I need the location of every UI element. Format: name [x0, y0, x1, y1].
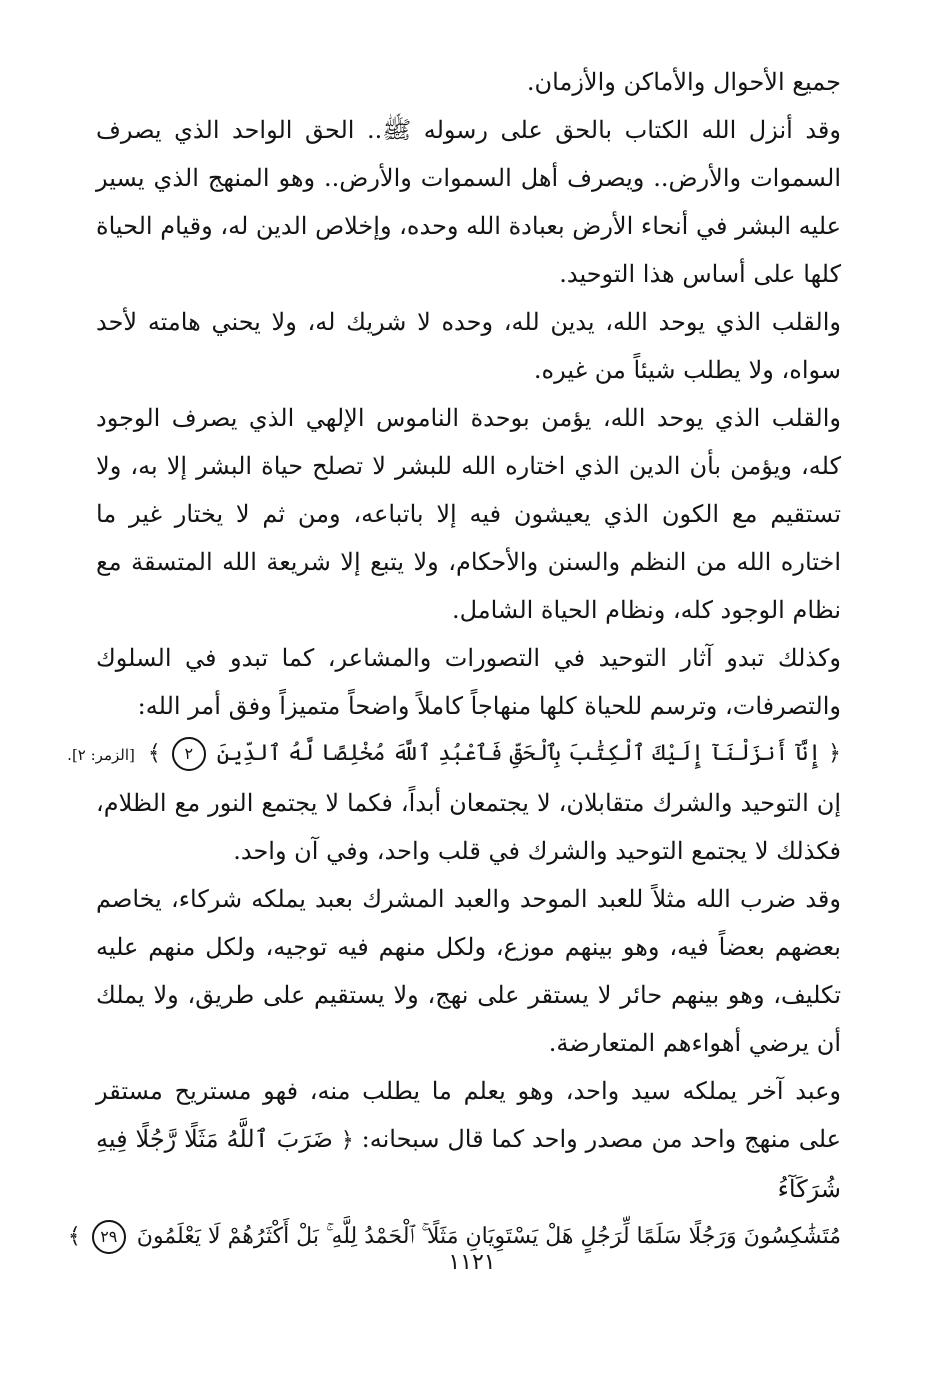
- quran-verse-zumar-2: [67, 730, 841, 779]
- paragraph-1: جميع الأحوال والأماكن والأزمان.: [526, 68, 841, 96]
- paragraph-8-text: وعبد آخر يملكه سيد واحد، وهو يعلم ما يطلب منه، فهو مستريح مستقر على منهج واحد من مصدر واحد كما قال سبحانه:: [96, 1077, 841, 1153]
- quran-verse-text-2: ضَرَبَ ٱللَّهُ مَثَلًا رَّجُلًا فِيهِ شُرَكَآءُ: [96, 1125, 841, 1203]
- verse-number-badge: ٢: [172, 737, 206, 771]
- paragraph-8: [96, 1067, 841, 1213]
- quran-verse-text-2-cont: مُتَشَٰكِسُونَ وَرَجُلًا سَلَمًا لِّرَجُلٍ هَلْ يَسْتَوِيَانِ مَثَلًا ۚ ٱلْحَمْدُ لِلَّهِ ۚ بَلْ أَكْثَرُهُمْ لَا يَعْلَمُونَ: [136, 1224, 841, 1249]
- paragraph-5: وكذلك تبدو آثار التوحيد في التصورات والمشاعر، كما تبدو في السلوك والتصرفات، وترسم للحياة كلها منهاجاً كاملاً واضحاً متميزاً وفق أمر الله:: [96, 644, 841, 720]
- quran-open-bracket-2: ﴿: [340, 1128, 354, 1153]
- paragraph-6: إن التوحيد والشرك متقابلان، لا يجتمعان أبداً، فكما لا يجتمع النور مع الظلام، فكذلك لا يجتمع التوحيد والشرك في قلب واحد، وفي آن واحد.: [96, 789, 841, 865]
- paragraph-2: وقد أنزل الله الكتاب بالحق على رسوله ﷺ.. الحق الواحد الذي يصرف السموات والأرض.. ويصرف أهل السموات والأرض.. وهو المنهج الذي يسير عليه البشر في أنحاء الأرض بعبادة الله وحده، وإخلاص الدين له، وقيام الحياة كلها على أساس هذا التوحيد.: [96, 116, 841, 288]
- paragraph-3: والقلب الذي يوحد الله، يدين لله، وحده لا شريك له، ولا يحني هامته لأحد سواه، ولا يطلب شيئاً من غيره.: [96, 308, 841, 384]
- verse-number-badge-2: ٢٩: [92, 1220, 126, 1254]
- page-number: ١١٢١: [448, 1250, 496, 1275]
- quran-close-bracket-2: ﴾: [67, 1224, 81, 1249]
- verse-citation: [الزمر: ٢].: [67, 746, 135, 764]
- quran-verse-text: إِنَّآ أَنزَلْنَآ إِلَيْكَ ٱلْكِتَٰبَ بِٱلْحَقِّ فَٱعْبُدِ ٱللَّهَ مُخْلِصًا لَّهُ ٱلدِّينَ: [216, 741, 822, 766]
- paragraph-4: والقلب الذي يوحد الله، يؤمن بوحدة الناموس الإلهي الذي يصرف الوجود كله، ويؤمن بأن الدين الذي اختاره الله للبشر لا تصلح حياة البشر إلا به، ولا تستقيم مع الكون الذي يعيشون فيه إلا باتباعه، ومن ثم لا يختار غير ما اختاره الله من النظم والسنن والأحكام، ولا يتبع إلا شريعة الله المتسقة مع نظام الوجود كله، ونظام الحياة الشامل.: [96, 404, 841, 624]
- paragraph-7: وقد ضرب الله مثلاً للعبد الموحد والعبد المشرك بعبد يملكه شركاء، يخاصم بعضهم بعضاً فيه، وهو بينهم موزع، ولكل منهم فيه توجيه، ولكل منهم عليه تكليف، وهو بينهم حائر لا يستقر على نهج، ولا يستقيم على طريق، ولا يملك أن يرضي أهواءهم المتعارضة.: [96, 885, 841, 1057]
- quran-open-bracket: ﴿: [828, 741, 841, 766]
- page-body-text: [67, 58, 841, 1261]
- quran-close-bracket: ﴾: [147, 741, 161, 766]
